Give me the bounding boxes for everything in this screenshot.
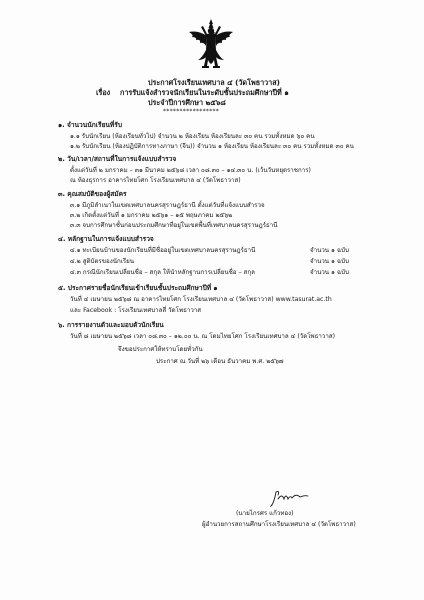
section-4-qty-2: จำนวน ๑ ฉบับ: [310, 258, 349, 265]
subject-text: การรับแจ้งสำรวจนักเรียนในระดับชั้นประถมศึกษาปีที่ ๑: [120, 88, 289, 97]
section-6-line-1: วันที่ ๘ เมษายน ๒๕๖๘ เวลา ๐๘.๓๐ – ๑๒.๐๐ น. ณ โดมไทยโศก โรงเรียนเทศบาล ๔ (วัดโพธาวาส): [70, 333, 336, 340]
handwritten-signature-icon: [268, 489, 312, 509]
signatory-name: (นายไกรศร แก้วทอง): [236, 510, 294, 517]
section-6-heading: ๖. การรายงานตัวและมอบตัวนักเรียน: [58, 321, 164, 329]
section-2-heading: ๒. วัน/เวลา/สถานที่ในการแจ้งแบบสำรวจ: [58, 155, 177, 163]
section-2-line-1: ตั้งแต่วันที่ ๒ มกราคม – ๓๑ มีนาคม ๒๕๖๘ เวลา ๐๘.๓๐ – ๑๔.๓๐ น. (เว้นวันหยุดราชการ): [70, 167, 311, 174]
section-3-item-1: ๓.๑ มีภูมิลำเนาในเขตเทศบาลนครสุราษฎร์ธานี ตั้งแต่วันที่แจ้งแบบสำรวจ: [70, 202, 265, 209]
signatory-position: ผู้อำนวยการสถานศึกษาโรงเรียนเทศบาล ๔ (วัดโพธาวาส): [202, 521, 356, 528]
section-3-heading: ๓. คุณสมบัติของผู้สมัคร: [58, 190, 127, 198]
section-4-qty-1: จำนวน ๑ ฉบับ: [310, 247, 349, 254]
subject-label: เรื่อง: [96, 88, 111, 97]
section-4-qty-3: จำนวน ๑ ฉบับ: [310, 269, 349, 276]
star-divider: *****************: [163, 108, 220, 115]
section-5-heading: ๕. ประกาศรายชื่อนักเรียนเข้าเรียนชั้นประถมศึกษาปีที่ ๑: [58, 284, 218, 292]
section-4-heading: ๔. หลักฐานในการแจ้งแบบสำรวจ: [58, 235, 154, 243]
section-2-line-2: ณ ห้องธุรการ อาคารไทยโศก โรงเรียนเทศบาล ๔ (วัดโพธาวาส): [70, 177, 241, 184]
announcement-date: ประกาศ ณ วันที่ ๒๖ เดือน ธันวาคม พ.ศ. ๒๕๖๗: [156, 358, 284, 365]
section-5-line-1: วันที่ ๔ เมษายน ๒๕๖๘ ณ อาคารไทยโศก โรงเรียนเทศบาล ๔ (วัดโพธาวาส) www.tasurat.ac.th: [70, 296, 332, 303]
announcement-title: ประกาศโรงเรียนเทศบาล ๔ (วัดโพธาวาส): [148, 78, 280, 87]
section-1-item-2: ๑.๒ รับนักเรียน (ห้องปฏิบัติการทางภาษา (จีน)) จำนวน ๑ ห้องเรียน ห้องเรียนละ ๓๐ คน รวมทั้งหมด ๓๐ คน: [70, 143, 354, 150]
section-3-item-3: ๓.๓ จบการศึกษาชั้นก่อนประถมศึกษาที่อยู่ในเขตพื้นที่เทศบาลนครสุราษฎร์ธานี: [70, 222, 278, 229]
garuda-emblem-icon: [188, 18, 234, 70]
section-4-item-2: ๔.๒ สูติบัตรของนักเรียน: [70, 258, 134, 265]
academic-year: ประจำปีการศึกษา ๒๕๖๘: [148, 98, 226, 107]
section-4-item-1: ๔.๑ ทะเบียนบ้านของนักเรียนที่มีชื่ออยู่ในเขตเทศบาลนครสุราษฎร์ธานี: [70, 247, 256, 254]
section-1-item-1: ๑.๑ รับนักเรียน (ห้องเรียนทั่วไป) จำนวน ๒ ห้องเรียน ห้องเรียนละ ๓๐ คน รวมทั้งหมด ๖๐ คน: [70, 133, 315, 140]
section-1-heading: ๑. จำนวนนักเรียนที่รับ: [58, 121, 123, 129]
section-4-item-3: ๔.๓ กรณีนักเรียนเปลี่ยนชื่อ – สกุล ให้นำหลักฐานการเปลี่ยนชื่อ – สกุล: [70, 269, 255, 276]
section-3-item-2: ๓.๒ เกิดตั้งแต่วันที่ ๑ มกราคม ๒๕๖๑ – ๑๕ พฤษภาคม ๒๕๖๒: [70, 212, 233, 219]
closing-line: จึงขอประกาศให้ทราบโดยทั่วกัน: [118, 346, 203, 353]
section-5-line-2: และ Facebook : โรงเรียนเทศบาลสี่ วัดโพธาวาส: [70, 307, 202, 314]
